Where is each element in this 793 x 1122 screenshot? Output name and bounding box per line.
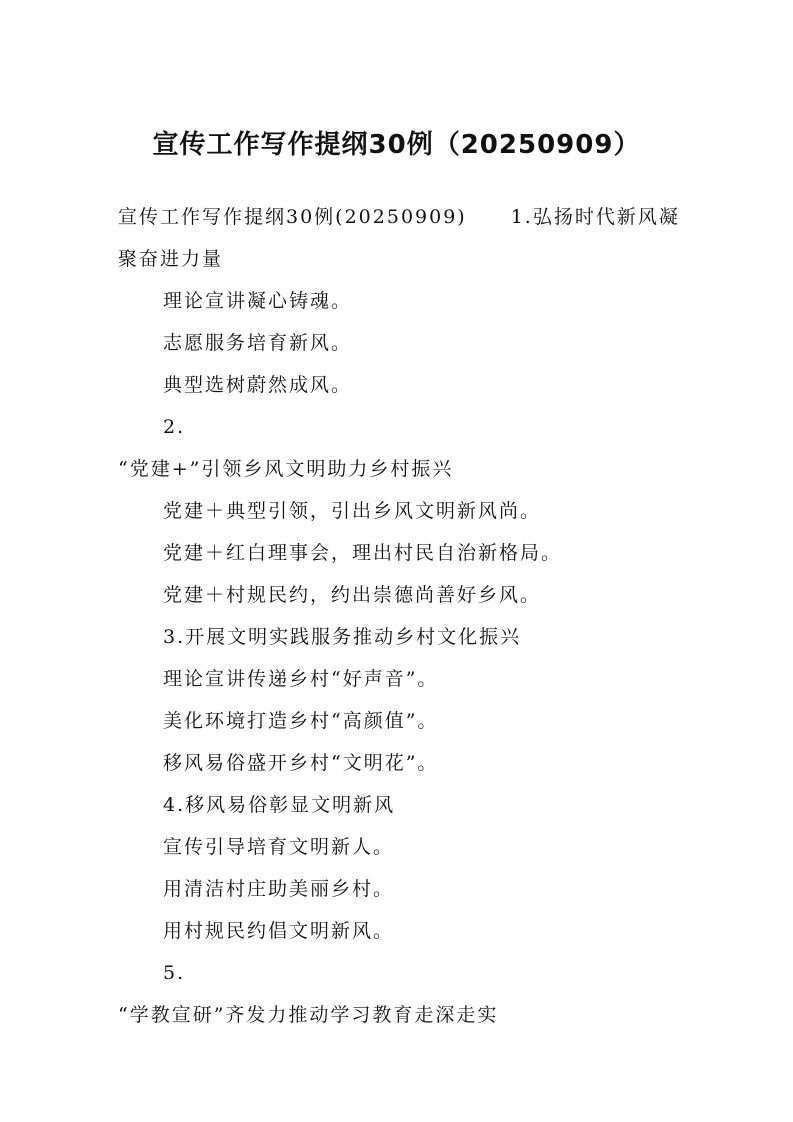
paragraph: 理论宣讲凝心铸魂。 — [163, 290, 353, 312]
paragraph: 移风易俗盛开乡村“文明花”。 — [163, 752, 439, 774]
paragraph: 党建＋典型引领，引出乡风文明新风尚。 — [163, 500, 542, 522]
intro-line-2: 聚奋进力量 — [118, 248, 224, 270]
section-number: 2. — [163, 416, 186, 438]
section-heading: 4.移风易俗彰显文明新风 — [163, 794, 396, 816]
paragraph: 党建＋村规民约，约出崇德尚善好乡风。 — [163, 584, 542, 606]
section-heading: “学教宣研”齐发力推动学习教育走深走实 — [118, 1004, 499, 1026]
document-title: 宣传工作写作提纲30例（20250909） — [152, 130, 641, 160]
paragraph: 志愿服务培育新风。 — [163, 332, 353, 354]
paragraph: 典型选树蔚然成风。 — [163, 374, 353, 396]
paragraph: 用清洁村庄助美丽乡村。 — [163, 878, 395, 900]
paragraph: 党建＋红白理事会，理出村民自治新格局。 — [163, 542, 563, 564]
section-heading: “党建+”引领乡风文明助力乡村振兴 — [118, 458, 454, 480]
intro-heading: 宣传工作写作提纲30例(20250909) — [118, 206, 467, 228]
paragraph: 用村规民约倡文明新风。 — [163, 920, 395, 942]
paragraph: 美化环境打造乡村“高颜值”。 — [163, 710, 439, 732]
paragraph: 理论宣讲传递乡村“好声音”。 — [163, 668, 439, 690]
intro-line-1 — [118, 196, 688, 238]
section-heading: 3.开展文明实践服务推动乡村文化振兴 — [163, 626, 522, 648]
paragraph: 宣传引导培育文明新人。 — [163, 836, 395, 858]
section-number: 5. — [163, 962, 186, 984]
section-1-heading: 1.弘扬时代新风凝 — [510, 206, 680, 228]
document-body — [118, 196, 688, 1036]
